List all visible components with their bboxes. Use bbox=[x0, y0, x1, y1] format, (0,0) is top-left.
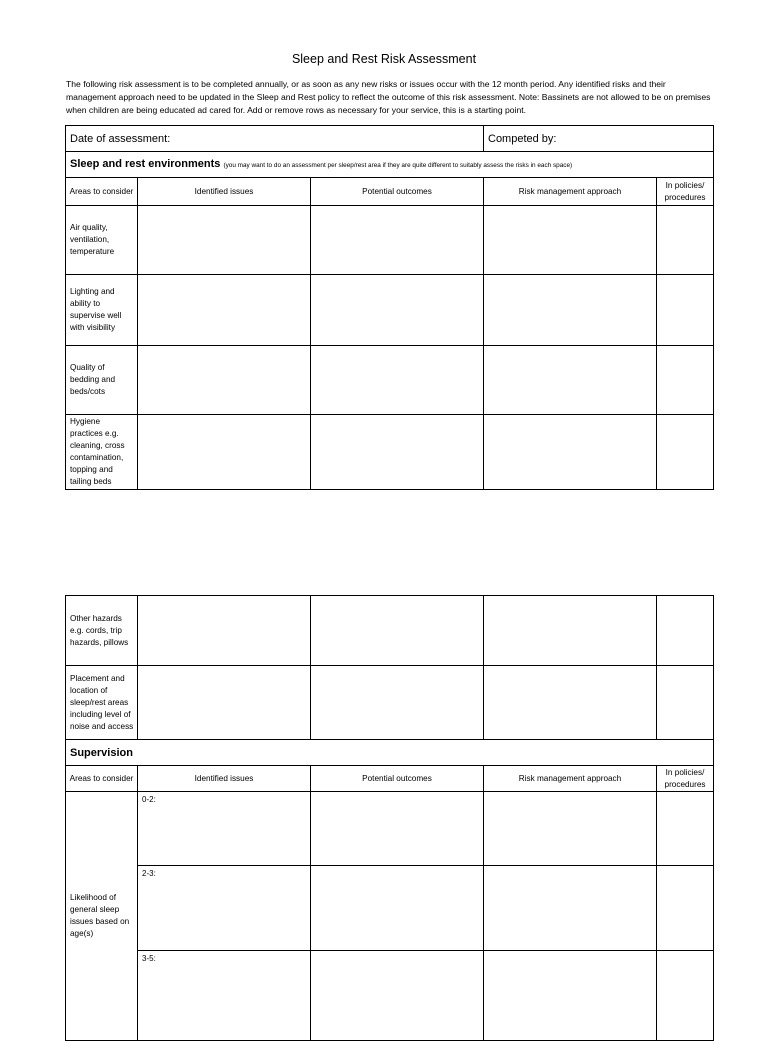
section-note: (you may want to do an assessment per sleep/rest area if they are quite different to suitably assess the risks in each space) bbox=[223, 161, 573, 169]
outcomes-cell[interactable] bbox=[311, 792, 484, 866]
risk-table-environments bbox=[65, 125, 714, 490]
risk-cell[interactable] bbox=[484, 666, 657, 740]
col-header-risk: Risk management approach bbox=[484, 178, 657, 206]
policies-cell[interactable] bbox=[657, 596, 714, 666]
outcomes-cell[interactable] bbox=[311, 415, 484, 490]
risk-cell[interactable] bbox=[484, 346, 657, 415]
table-row bbox=[66, 666, 714, 740]
policies-cell[interactable] bbox=[657, 951, 714, 1041]
risk-cell[interactable] bbox=[484, 866, 657, 951]
table-row bbox=[66, 951, 714, 1041]
policies-cell[interactable] bbox=[657, 666, 714, 740]
risk-cell[interactable] bbox=[484, 792, 657, 866]
col-header-issues: Identified issues bbox=[138, 766, 311, 792]
col-header-areas: Areas to consider bbox=[66, 178, 138, 206]
policies-cell[interactable] bbox=[657, 866, 714, 951]
col-header-issues: Identified issues bbox=[138, 178, 311, 206]
table-row bbox=[66, 415, 714, 490]
risk-cell[interactable] bbox=[484, 951, 657, 1041]
issues-cell[interactable] bbox=[138, 206, 311, 275]
col-header-outcomes: Potential outcomes bbox=[311, 766, 484, 792]
col-header-outcomes: Potential outcomes bbox=[311, 178, 484, 206]
outcomes-cell[interactable] bbox=[311, 866, 484, 951]
issues-cell[interactable] bbox=[138, 666, 311, 740]
area-label: Likelihood of general sleep issues based on age(s) bbox=[66, 792, 138, 1041]
issues-cell[interactable] bbox=[138, 596, 311, 666]
risk-table-supervision bbox=[65, 595, 714, 1041]
col-header-policies: In policies/ procedures bbox=[657, 766, 714, 792]
age-group-cell[interactable]: 2-3: bbox=[138, 866, 311, 951]
area-label: Hygiene practices e.g. cleaning, cross contamination, topping and tailing beds bbox=[66, 415, 138, 490]
col-header-risk: Risk management approach bbox=[484, 766, 657, 792]
outcomes-cell[interactable] bbox=[311, 951, 484, 1041]
issues-cell[interactable] bbox=[138, 275, 311, 346]
document-title: Sleep and Rest Risk Assessment bbox=[291, 52, 477, 66]
table-row bbox=[66, 596, 714, 666]
intro-paragraph: The following risk assessment is to be completed annually, or as soon as any new risks or issues occur with the 12 month period. Any identified risks and their management approach need to be updated in the Sleep and Rest policy to reflect the outcome of this risk assessment. Note: Bassinets are not allowed to be on premises when children are being educated ad cared for. Add or remove rows as necessary for your service, this is a starting point. bbox=[66, 79, 711, 115]
outcomes-cell[interactable] bbox=[311, 596, 484, 666]
area-label: Lighting and ability to supervise well with visibility bbox=[66, 275, 138, 346]
column-header-row bbox=[66, 178, 714, 206]
risk-cell[interactable] bbox=[484, 415, 657, 490]
section-title: Sleep and rest environments bbox=[70, 157, 221, 170]
area-label: Placement and location of sleep/rest areas including level of noise and access bbox=[66, 666, 138, 740]
policies-cell[interactable] bbox=[657, 346, 714, 415]
table-row bbox=[66, 346, 714, 415]
completed-by-field[interactable]: Competed by: bbox=[484, 126, 714, 152]
outcomes-cell[interactable] bbox=[311, 666, 484, 740]
age-group-cell[interactable]: 3-5: bbox=[138, 951, 311, 1041]
col-header-policies: In policies/ procedures bbox=[657, 178, 714, 206]
outcomes-cell[interactable] bbox=[311, 206, 484, 275]
table-row bbox=[66, 792, 714, 866]
table-row bbox=[66, 206, 714, 275]
issues-cell[interactable] bbox=[138, 346, 311, 415]
age-group-cell[interactable]: 0-2: bbox=[138, 792, 311, 866]
risk-cell[interactable] bbox=[484, 206, 657, 275]
column-header-row bbox=[66, 766, 714, 792]
area-label: Quality of bedding and beds/cots bbox=[66, 346, 138, 415]
area-label: Other hazards e.g. cords, trip hazards, pillows bbox=[66, 596, 138, 666]
date-of-assessment-field[interactable]: Date of assessment: bbox=[66, 126, 484, 152]
area-label: Air quality, ventilation, temperature bbox=[66, 206, 138, 275]
col-header-areas: Areas to consider bbox=[66, 766, 138, 792]
outcomes-cell[interactable] bbox=[311, 275, 484, 346]
policies-cell[interactable] bbox=[657, 415, 714, 490]
table-row bbox=[66, 866, 714, 951]
risk-cell[interactable] bbox=[484, 596, 657, 666]
policies-cell[interactable] bbox=[657, 275, 714, 346]
table-row bbox=[66, 275, 714, 346]
policies-cell[interactable] bbox=[657, 792, 714, 866]
risk-cell[interactable] bbox=[484, 275, 657, 346]
section-heading-supervision: Supervision bbox=[66, 740, 714, 766]
issues-cell[interactable] bbox=[138, 415, 311, 490]
section-heading-environments bbox=[66, 152, 714, 178]
policies-cell[interactable] bbox=[657, 206, 714, 275]
outcomes-cell[interactable] bbox=[311, 346, 484, 415]
